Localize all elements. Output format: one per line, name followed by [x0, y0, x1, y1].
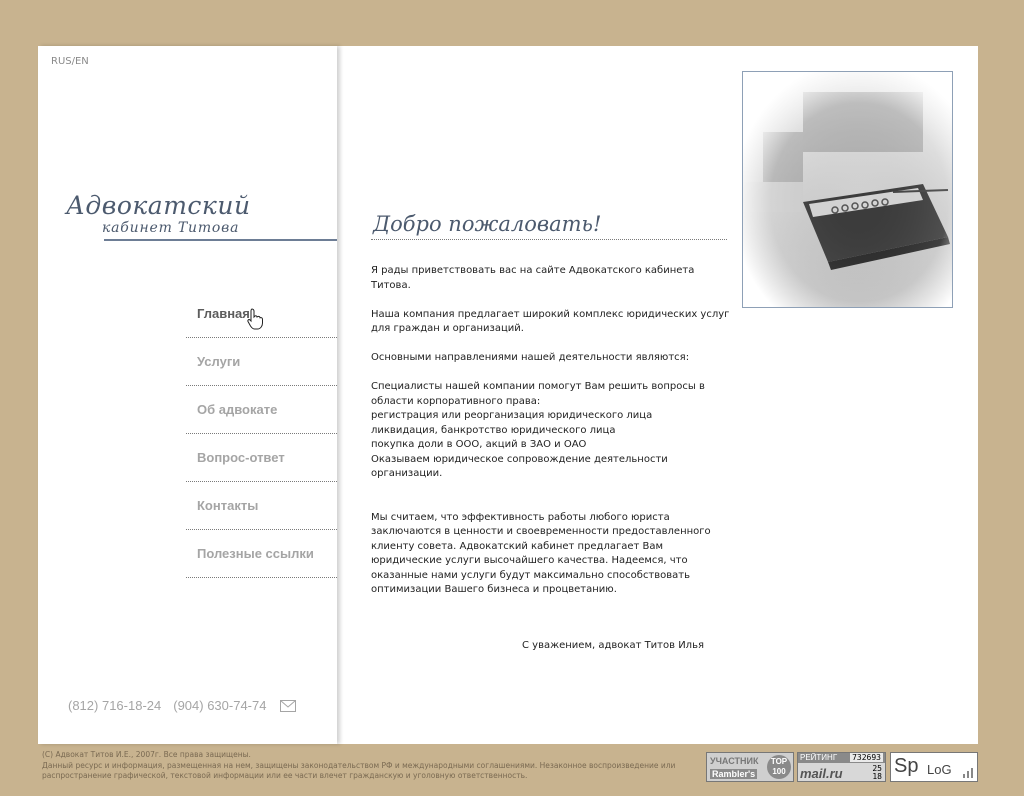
signature: С уважением, адвокат Титов Илья [522, 640, 704, 651]
page-title: Добро пожаловать! [373, 212, 602, 236]
nav-item-label: Главная [197, 306, 250, 321]
nav-item-label: Услуги [197, 354, 241, 369]
mail-icon[interactable] [280, 700, 296, 712]
nav-item-home[interactable] [186, 290, 337, 338]
mailru-brand: mail.ru [800, 766, 843, 781]
paragraph-greeting: Я рады приветствовать вас на сайте Адвокатского кабинета Титова. [371, 265, 695, 291]
paragraph-intro: Наша компания предлагает широкий комплекс юридических услуг для граждан и организаций. [371, 308, 730, 334]
top100-badge: TOP 100 [767, 755, 791, 779]
nav-item-services[interactable] [186, 338, 337, 386]
logo-title: Адвокатский [66, 191, 251, 220]
footer-notice [42, 750, 702, 782]
nav-item-label: Контакты [197, 498, 259, 513]
rating-online: 18 [872, 772, 882, 781]
phone-1: (812) 716-18-24 [68, 698, 162, 713]
desk-organizer-image [743, 72, 953, 308]
spylog-brand-part1: Sp [894, 755, 919, 777]
paragraph-philosophy: Мы считаем, что эффективность работы любого юриста заключаются в ценности и своевременности предоставленного клиенту совета. Адвокатский кабинет предлагает Вам юридические услуги высочайшего качества. Надеемся, что оказанные нами услуги будут максимально способствовать оптимизации Вашего бизнеса и процветанию. [371, 511, 711, 595]
logo-divider [104, 239, 337, 241]
rating-today: 25 [872, 764, 882, 773]
services-line: регистрация или реорганизация юридического лица [371, 410, 653, 421]
paragraph-services [371, 380, 731, 482]
hand-cursor-icon [247, 308, 263, 330]
article-body [371, 264, 731, 612]
services-line: Оказываем юридическое сопровождение деятельности организации. [371, 453, 668, 479]
contact-phones [68, 698, 296, 713]
nav-item-about[interactable] [186, 386, 337, 434]
copyright: (С) Адвокат Титов И.Е., 2007г. Все права защищены. [42, 750, 251, 759]
nav-item-label: Полезные ссылки [197, 546, 314, 561]
title-divider [371, 239, 727, 240]
nav-item-label: Вопрос-ответ [197, 450, 285, 465]
nav-item-faq[interactable] [186, 434, 337, 482]
office-photo [742, 71, 953, 308]
services-line: покупка доли в ООО, акций в ЗАО и ОАО [371, 439, 587, 450]
services-line: ликвидация, банкротство юридического лица [371, 424, 616, 436]
rating-label: РЕЙТИНГ [800, 753, 838, 762]
nav-item-contacts[interactable] [186, 482, 337, 530]
mailru-rating-counter[interactable] [797, 752, 886, 782]
services-line: Специалисты нашей компании помогут Вам решить вопросы в области корпоративного права: [371, 381, 705, 407]
sidebar [38, 46, 337, 744]
phone-2: (904) 630-74-74 [173, 698, 267, 713]
rambler-label: УЧАСТНИК [710, 756, 759, 766]
rating-total: 732693 [852, 753, 881, 762]
legal-notice: Данный ресурс и информация, размещенная на нем, защищены законодательством РФ и международными соглашениями. Незаконное воспроизведение или распространение графической, текстовой информации или ее части влечет гражданскую и уголовную ответственность. [42, 760, 676, 780]
language-switch[interactable]: RUS/EN [51, 56, 89, 67]
rambler-top100-counter[interactable] [706, 752, 794, 782]
spylog-counter[interactable] [890, 752, 978, 782]
spylog-brand-part2: LoG [927, 762, 952, 777]
rambler-brand: Rambler's [712, 769, 756, 779]
logo-subtitle: кабинет Титова [102, 220, 240, 236]
main-nav [186, 290, 337, 578]
site-logo[interactable] [64, 191, 337, 243]
paragraph-directions: Основными направлениями нашей деятельности являются: [371, 352, 690, 363]
nav-item-label: Об адвокате [197, 402, 278, 417]
stats-bars-icon [963, 768, 973, 778]
nav-item-links[interactable] [186, 530, 337, 578]
